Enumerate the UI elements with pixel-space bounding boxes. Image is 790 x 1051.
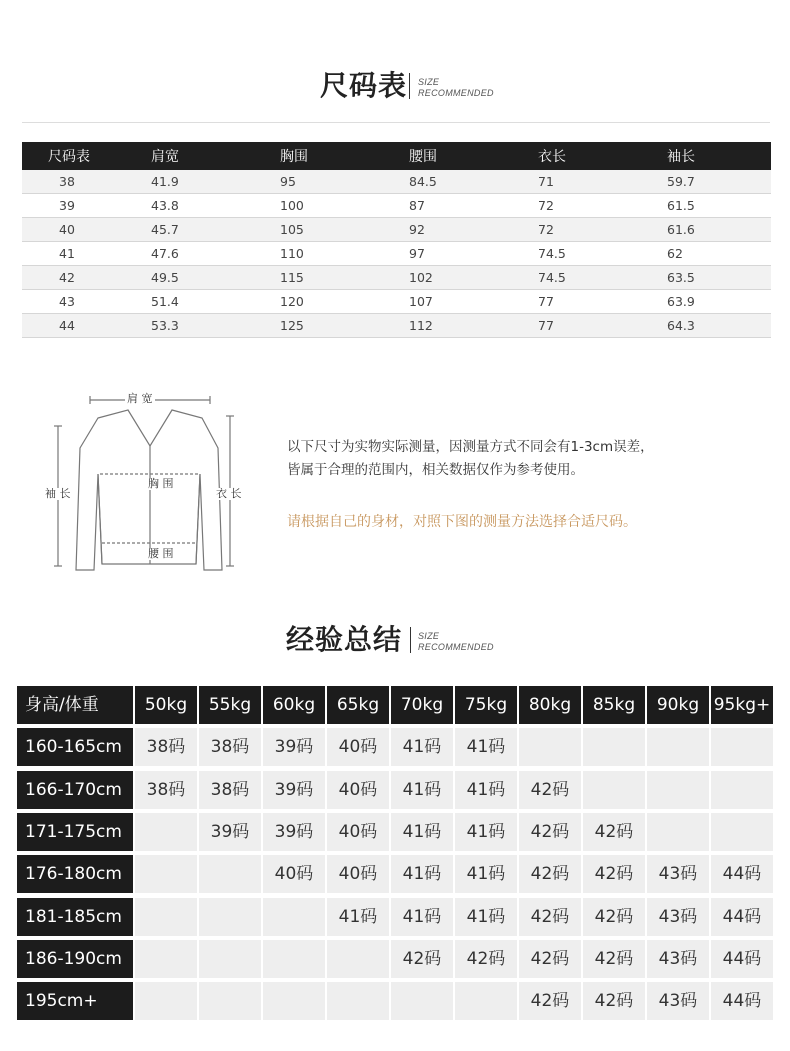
table-cell: 41 <box>22 242 151 266</box>
weight-header: 50kg <box>135 686 197 724</box>
size-recommendation-cell: 42码 <box>519 855 581 893</box>
height-row-header: 186-190cm <box>17 940 133 978</box>
size-en-line1: SIZE <box>418 77 440 87</box>
table-cell: 43.8 <box>151 194 280 218</box>
col-shoulder: 肩宽 <box>151 142 280 170</box>
table-row <box>22 194 771 218</box>
table-row <box>22 170 771 194</box>
size-recommendation-cell <box>391 982 453 1020</box>
size-recommendation-cell: 43码 <box>647 940 709 978</box>
size-recommendation-cell: 42码 <box>519 898 581 936</box>
size-recommendation-cell <box>199 940 261 978</box>
col-chest: 胸围 <box>280 142 409 170</box>
size-recommendation-cell <box>135 940 197 978</box>
size-recommendation-cell <box>519 728 581 766</box>
size-recommendation-cell: 41码 <box>455 771 517 809</box>
size-recommendation-cell <box>135 855 197 893</box>
table-cell: 110 <box>280 242 409 266</box>
table-cell: 74.5 <box>538 242 667 266</box>
table-cell: 47.6 <box>151 242 280 266</box>
weight-header: 55kg <box>199 686 261 724</box>
table-row <box>22 290 771 314</box>
size-recommendation-cell <box>135 813 197 851</box>
size-recommendation-cell: 43码 <box>647 982 709 1020</box>
experience-summary-title: 经验总结 <box>286 623 403 656</box>
size-recommendation-cell: 41码 <box>455 898 517 936</box>
size-recommendation-cell: 44码 <box>711 940 773 978</box>
label-shoulder: 肩 宽 <box>127 392 153 405</box>
size-recommendation-cell: 41码 <box>327 898 389 936</box>
weight-header: 85kg <box>583 686 645 724</box>
heading-divider <box>409 73 410 99</box>
table-cell: 53.3 <box>151 314 280 338</box>
height-row-header: 171-175cm <box>17 813 133 851</box>
size-en-line2: RECOMMENDED <box>418 88 494 98</box>
size-recommendation-cell: 42码 <box>583 898 645 936</box>
table-cell: 102 <box>409 266 538 290</box>
weight-header: 60kg <box>263 686 325 724</box>
size-recommendation-cell: 38码 <box>199 771 261 809</box>
table-cell: 64.3 <box>667 314 771 338</box>
size-recommendation-cell: 44码 <box>711 898 773 936</box>
size-recommendation-cell <box>327 982 389 1020</box>
size-recommendation-cell: 38码 <box>199 728 261 766</box>
size-recommendation-cell: 40码 <box>327 728 389 766</box>
size-recommendation-cell: 40码 <box>327 855 389 893</box>
size-recommendation-cell: 38码 <box>135 771 197 809</box>
size-table-header <box>22 142 771 170</box>
size-recommendation-cell <box>583 771 645 809</box>
weight-header: 70kg <box>391 686 453 724</box>
exp-en-line2: RECOMMENDED <box>418 642 494 652</box>
size-recommended-label <box>418 631 494 653</box>
table-cell: 71 <box>538 170 667 194</box>
size-recommendation-cell: 42码 <box>583 813 645 851</box>
table-cell: 74.5 <box>538 266 667 290</box>
size-recommendation-cell <box>263 898 325 936</box>
size-recommendation-cell: 42码 <box>583 855 645 893</box>
table-cell: 115 <box>280 266 409 290</box>
col-waist: 腰围 <box>409 142 538 170</box>
size-recommendation-cell <box>199 982 261 1020</box>
size-recommendation-cell: 42码 <box>455 940 517 978</box>
table-row <box>22 314 771 338</box>
weight-header: 95kg+ <box>711 686 773 724</box>
table-cell: 62 <box>667 242 771 266</box>
height-row-header: 160-165cm <box>17 728 133 766</box>
table-cell: 61.5 <box>667 194 771 218</box>
section-divider <box>22 122 770 123</box>
size-recommendation-cell: 38码 <box>135 728 197 766</box>
col-sleeve: 袖长 <box>667 142 771 170</box>
table-cell: 125 <box>280 314 409 338</box>
exp-en-line1: SIZE <box>418 631 440 641</box>
size-recommendation-cell: 41码 <box>455 855 517 893</box>
table-cell: 63.5 <box>667 266 771 290</box>
label-chest: 胸 围 <box>148 477 174 490</box>
size-recommendation-cell <box>263 940 325 978</box>
table-cell: 41.9 <box>151 170 280 194</box>
size-recommendation-cell <box>199 855 261 893</box>
size-recommendation-cell: 42码 <box>519 940 581 978</box>
size-recommendation-cell <box>647 728 709 766</box>
table-row <box>22 218 771 242</box>
size-recommendation-cell: 39码 <box>263 771 325 809</box>
table-cell: 43 <box>22 290 151 314</box>
size-recommendation-cell: 40码 <box>327 771 389 809</box>
table-cell: 77 <box>538 290 667 314</box>
size-table <box>22 142 771 338</box>
table-cell: 84.5 <box>409 170 538 194</box>
size-recommendation-cell: 39码 <box>199 813 261 851</box>
size-chart-title: 尺码表 <box>320 69 408 102</box>
table-cell: 40 <box>22 218 151 242</box>
weight-header: 75kg <box>455 686 517 724</box>
size-recommendation-cell: 42码 <box>583 982 645 1020</box>
label-waist: 腰 围 <box>148 547 174 560</box>
size-recommendation-cell: 41码 <box>455 728 517 766</box>
grid-corner-header: 身高/体重 <box>17 686 133 724</box>
size-recommendation-cell: 40码 <box>327 813 389 851</box>
table-cell: 112 <box>409 314 538 338</box>
table-cell: 59.7 <box>667 170 771 194</box>
size-recommendation-cell <box>711 771 773 809</box>
table-cell: 87 <box>409 194 538 218</box>
size-recommendation-cell <box>711 728 773 766</box>
table-row <box>22 266 771 290</box>
table-cell: 95 <box>280 170 409 194</box>
table-cell: 45.7 <box>151 218 280 242</box>
size-recommendation-cell: 42码 <box>519 771 581 809</box>
size-recommendation-cell: 42码 <box>583 940 645 978</box>
size-recommendation-cell: 39码 <box>263 813 325 851</box>
size-recommendation-cell <box>199 898 261 936</box>
table-cell: 97 <box>409 242 538 266</box>
size-recommendation-cell: 41码 <box>391 728 453 766</box>
table-cell: 77 <box>538 314 667 338</box>
size-recommendation-cell: 40码 <box>263 855 325 893</box>
size-recommendation-cell <box>135 898 197 936</box>
table-cell: 51.4 <box>151 290 280 314</box>
garment-measurement-diagram <box>40 388 260 578</box>
size-recommendation-cell <box>647 813 709 851</box>
size-recommendation-cell <box>263 982 325 1020</box>
table-cell: 39 <box>22 194 151 218</box>
size-recommendation-cell: 41码 <box>391 771 453 809</box>
table-cell: 63.9 <box>667 290 771 314</box>
weight-header: 65kg <box>327 686 389 724</box>
size-chart-heading <box>0 68 790 112</box>
size-recommendation-cell <box>455 982 517 1020</box>
table-cell: 120 <box>280 290 409 314</box>
table-cell: 61.6 <box>667 218 771 242</box>
experience-summary-heading <box>0 620 790 664</box>
table-cell: 107 <box>409 290 538 314</box>
height-row-header: 176-180cm <box>17 855 133 893</box>
measurement-note-2: 皆属于合理的范围内，相关数据仅作为参考使用。 <box>287 462 584 478</box>
measurement-note-1: 以下尺寸为实物实际测量，因测量方式不同会有1-3cm误差， <box>287 439 654 455</box>
table-cell: 72 <box>538 218 667 242</box>
size-recommendation-cell: 41码 <box>391 898 453 936</box>
table-cell: 44 <box>22 314 151 338</box>
table-cell: 42 <box>22 266 151 290</box>
table-cell: 49.5 <box>151 266 280 290</box>
size-choice-tip: 请根据自己的身材，对照下图的测量方法选择合适尺码。 <box>287 514 637 530</box>
size-recommendation-cell: 42码 <box>391 940 453 978</box>
size-recommendation-cell: 43码 <box>647 855 709 893</box>
size-recommendation-cell: 44码 <box>711 855 773 893</box>
weight-header: 80kg <box>519 686 581 724</box>
size-recommendation-cell: 41码 <box>455 813 517 851</box>
size-recommendation-cell <box>327 940 389 978</box>
col-length: 衣长 <box>538 142 667 170</box>
size-recommendation-cell: 39码 <box>263 728 325 766</box>
size-recommendation-cell: 42码 <box>519 982 581 1020</box>
size-recommendation-cell: 42码 <box>519 813 581 851</box>
heading-divider <box>410 627 411 653</box>
size-recommendation-cell <box>711 813 773 851</box>
size-recommendation-cell <box>647 771 709 809</box>
size-recommendation-cell <box>135 982 197 1020</box>
label-sleeve: 袖 长 <box>45 487 71 500</box>
table-cell: 72 <box>538 194 667 218</box>
size-recommendation-cell: 41码 <box>391 813 453 851</box>
height-row-header: 166-170cm <box>17 771 133 809</box>
size-recommended-label <box>418 77 494 99</box>
table-cell: 105 <box>280 218 409 242</box>
height-row-header: 181-185cm <box>17 898 133 936</box>
col-size: 尺码表 <box>22 142 151 170</box>
table-cell: 38 <box>22 170 151 194</box>
size-recommendation-cell: 41码 <box>391 855 453 893</box>
weight-header: 90kg <box>647 686 709 724</box>
table-cell: 92 <box>409 218 538 242</box>
table-cell: 100 <box>280 194 409 218</box>
size-recommendation-cell <box>583 728 645 766</box>
height-row-header: 195cm+ <box>17 982 133 1020</box>
table-row <box>22 242 771 266</box>
label-length: 衣 长 <box>216 487 242 500</box>
size-recommendation-cell: 43码 <box>647 898 709 936</box>
size-recommendation-cell: 44码 <box>711 982 773 1020</box>
